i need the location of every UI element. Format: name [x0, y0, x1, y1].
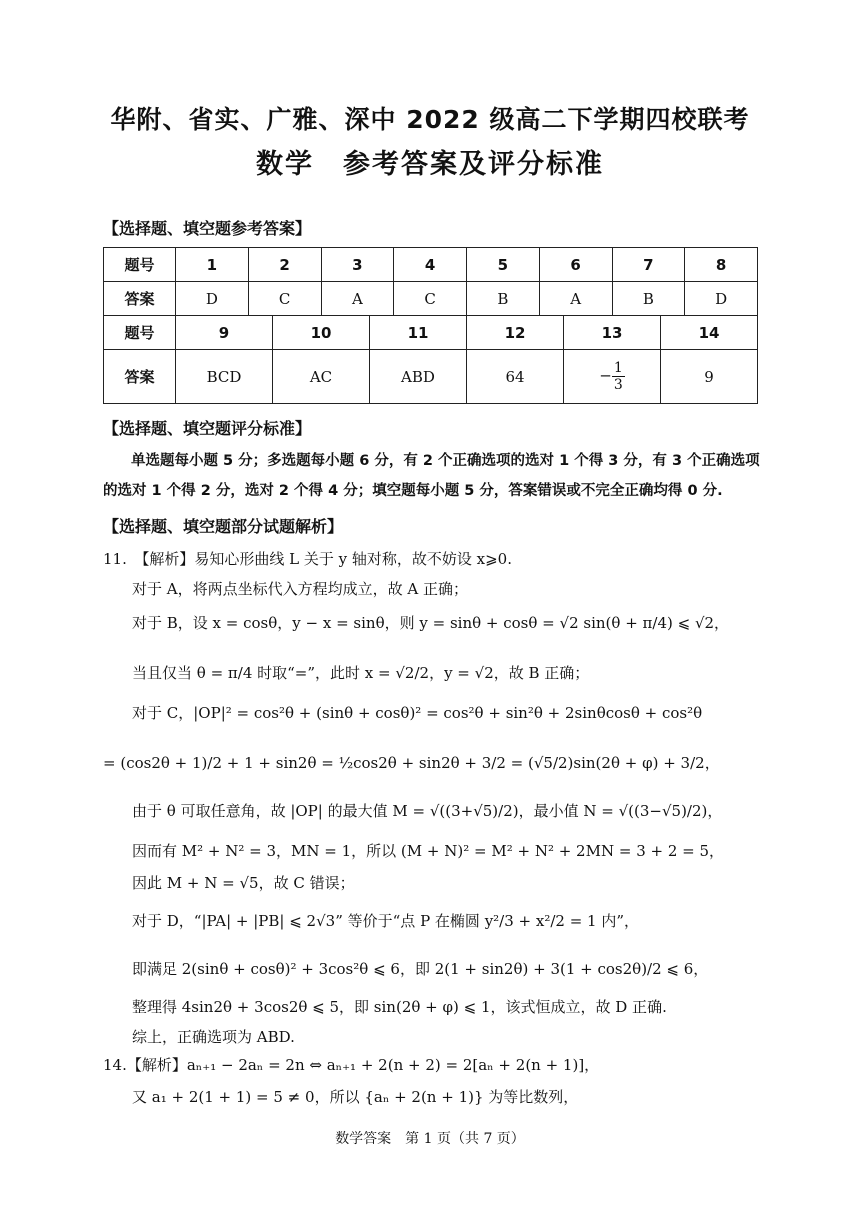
page-footer: 数学答案 第 1 页（共 7 页）: [335, 1131, 525, 1147]
section-heading-scoring: 【选择题、填空题评分标准】: [103, 419, 312, 438]
fraction-denominator: 3: [613, 377, 623, 393]
question-number: 5: [467, 248, 540, 282]
answer-cell: C: [248, 282, 321, 316]
solution-line: 因此 M + N = √5，故 C 错误；: [132, 874, 355, 892]
solution-line: 11. 【解析】易知心形曲线 L 关于 y 轴对称，故不妨设 x⩾0.: [103, 550, 512, 568]
question-number: 12: [467, 316, 564, 350]
answer-cell: 9: [661, 350, 758, 404]
answer-cell: 64: [467, 350, 564, 404]
answer-cell: AC: [273, 350, 370, 404]
question-number: 13: [564, 316, 661, 350]
question-number: 14: [661, 316, 758, 350]
answer-cell: C: [394, 282, 467, 316]
solution-line: 当且仅当 θ = π/4 时取“=”，此时 x = √2/2，y = √2，故 B 正确；: [132, 664, 590, 682]
solution-line: 由于 θ 可取任意角，故 |OP| 的最大值 M = √((3+√5)/2)，最小值 N = √((3−√5)/2)，: [132, 802, 723, 820]
question-number: 10: [273, 316, 370, 350]
solution-line: = (cos2θ + 1)/2 + 1 + sin2θ = ½cos2θ + sin2θ + 3/2 = (√5/2)sin(2θ + φ) + 3/2，: [103, 754, 720, 772]
solution-line: 综上，正确选项为 ABD.: [132, 1028, 295, 1046]
table-header-question: 题号: [104, 248, 176, 282]
scoring-line: 的选对 1 个得 2 分，选对 2 个得 4 分；填空题每小题 5 分，答案错误或不完全正确均得 0 分.: [103, 483, 723, 499]
scoring-line: 单选题每小题 5 分；多选题每小题 6 分，有 2 个正确选项的选对 1 个得 3 分，有 3 个正确选项: [131, 453, 760, 469]
exam-title: 华附、省实、广雅、深中 2022 级高二下学期四校联考: [110, 105, 750, 134]
solution-line: 对于 B，设 x = cosθ，y − x = sinθ，则 y = sinθ + cosθ = √2 sin(θ + π/4) ⩽ √2，: [132, 614, 730, 632]
question-number: 2: [248, 248, 321, 282]
section-heading-answers: 【选择题、填空题参考答案】: [103, 219, 312, 238]
minus-sign: −: [599, 366, 612, 385]
question-number: 11: [370, 316, 467, 350]
question-number: 7: [612, 248, 685, 282]
table-header-answer: 答案: [104, 350, 176, 404]
question-number: 6: [539, 248, 612, 282]
solution-line: 14.【解析】aₙ₊₁ − 2aₙ = 2n ⇔ aₙ₊₁ + 2(n + 2) = 2[aₙ + 2(n + 1)]，: [103, 1056, 600, 1074]
answer-table-single-choice: [103, 247, 758, 316]
answer-cell: B: [612, 282, 685, 316]
question-number: 9: [176, 316, 273, 350]
solution-line: 又 a₁ + 2(1 + 1) = 5 ≠ 0，所以 {aₙ + 2(n + 1)} 为等比数列，: [132, 1088, 579, 1106]
question-number: 1: [176, 248, 249, 282]
solution-line: 对于 D，“|PA| + |PB| ⩽ 2√3” 等价于“点 P 在椭圆 y²/3 + x²/2 = 1 内”，: [132, 912, 640, 930]
fraction-numerator: 1: [613, 360, 623, 376]
answer-cell: BCD: [176, 350, 273, 404]
answer-cell: D: [685, 282, 758, 316]
answer-cell: ABD: [370, 350, 467, 404]
section-heading-solutions: 【选择题、填空题部分试题解析】: [103, 517, 344, 536]
solution-line: 即满足 2(sinθ + cosθ)² + 3cos²θ ⩽ 6，即 2(1 + sin2θ) + 3(1 + cos2θ)/2 ⩽ 6，: [132, 960, 709, 978]
table-header-answer: 答案: [104, 282, 176, 316]
solution-line: 因而有 M² + N² = 3，MN = 1，所以 (M + N)² = M² + N² + 2MN = 3 + 2 = 5，: [132, 842, 725, 860]
solution-line: 对于 C，|OP|² = cos²θ + (sinθ + cosθ)² = cos²θ + sin²θ + 2sinθcosθ + cos²θ: [132, 704, 703, 722]
answer-cell: A: [539, 282, 612, 316]
answer-cell: B: [467, 282, 540, 316]
solution-line: 整理得 4sin2θ + 3cos2θ ⩽ 5，即 sin(2θ + φ) ⩽ 1，该式恒成立，故 D 正确.: [132, 998, 667, 1016]
fraction: [612, 360, 625, 393]
table-header-question: 题号: [104, 316, 176, 350]
answer-cell: A: [321, 282, 394, 316]
answer-cell: D: [176, 282, 249, 316]
question-number: 4: [394, 248, 467, 282]
question-number: 8: [685, 248, 758, 282]
question-number: 3: [321, 248, 394, 282]
document-subtitle: 数学 参考答案及评分标准: [256, 149, 604, 180]
solution-line: 对于 A，将两点坐标代入方程均成立，故 A 正确；: [132, 580, 468, 598]
answer-table-multi-fill: [103, 315, 758, 404]
answer-cell-fraction: [564, 350, 661, 404]
